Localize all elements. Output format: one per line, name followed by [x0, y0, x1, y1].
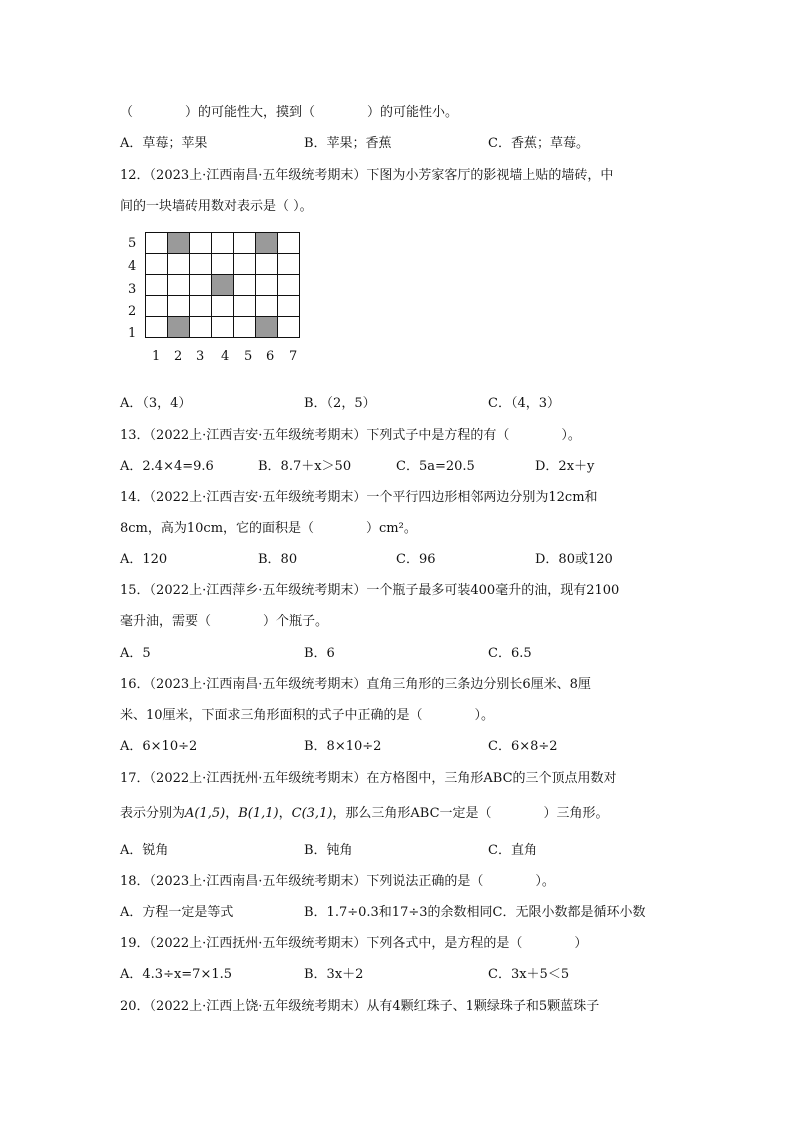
grid-row-5 — [146, 233, 300, 254]
q16-stem-line2: 米、10厘米，下面求三角形面积的式子中正确的是（ ）。 — [120, 708, 495, 723]
grid-y-label-2: 2 — [128, 304, 137, 319]
q19-option-c: C．3x＋5＜5 — [488, 967, 570, 982]
grid-y-label-3: 3 — [128, 282, 137, 297]
grid-cell — [168, 275, 190, 296]
shaded-tile — [256, 317, 278, 338]
grid-cell — [234, 275, 256, 296]
q12-option-b: B．（2，5） — [304, 396, 376, 411]
q13-option-a: A．2.4×4=9.6 — [120, 459, 214, 474]
grid-cell — [168, 254, 190, 275]
point-a: A(1,5) — [185, 806, 226, 821]
q15-option-c: C．6.5 — [488, 646, 532, 661]
q11-option-a: A．草莓；苹果 — [120, 136, 208, 151]
grid-cell — [278, 254, 300, 275]
grid-row-2 — [146, 296, 300, 317]
q12-stem-line1: 12．（2023上·江西南昌·五年级统考期末）下图为小芳家客厅的影视墙上贴的墙砖，中 — [120, 168, 614, 183]
q17-separator-2: ， — [278, 806, 292, 821]
q12-option-c: C．（4，3） — [488, 396, 560, 411]
q17-option-b: B．钝角 — [304, 843, 353, 858]
q13-option-b: B．8.7＋x＞50 — [258, 459, 352, 474]
grid-row-1 — [146, 317, 300, 338]
q19-option-b: B．3x＋2 — [304, 967, 364, 982]
grid-x-label-1: 1 — [152, 349, 161, 364]
q17-option-c: C．直角 — [488, 843, 537, 858]
q16-option-a: A．6×10÷2 — [120, 739, 198, 754]
grid-cell — [234, 254, 256, 275]
q13-option-d: D．2x＋y — [535, 459, 595, 474]
q11-option-c: C．香蕉；草莓。 — [488, 136, 589, 151]
grid-cell — [190, 233, 212, 254]
q17-line2-suffix: ，那么三角形ABC一定是（ ）三角形。 — [332, 806, 609, 821]
q15-option-b: B．6 — [304, 646, 335, 661]
grid-cell — [278, 233, 300, 254]
q12-option-a: A．（3，4） — [120, 396, 192, 411]
grid-cell — [212, 317, 234, 338]
q18-stem: 18．（2023上·江西南昌·五年级统考期末）下列说法正确的是（ ）。 — [120, 874, 555, 889]
grid-cell — [256, 296, 278, 317]
grid-cell — [278, 275, 300, 296]
grid-row-3 — [146, 275, 300, 296]
grid-x-label-6: 6 — [266, 349, 275, 364]
q14-option-b: B．80 — [258, 552, 298, 567]
q14-stem-line2: 8cm，高为10cm，它的面积是（ ）cm²。 — [120, 521, 417, 536]
grid-y-label-5: 5 — [128, 236, 137, 251]
shaded-tile — [168, 317, 190, 338]
grid-cell — [168, 296, 190, 317]
q17-line2-prefix: 表示分别为 — [120, 806, 186, 821]
grid-cell — [146, 317, 168, 338]
grid-cell — [146, 296, 168, 317]
q18-option-a: A．方程一定是等式 — [120, 905, 234, 920]
q20-stem-line1: 20．（2022上·江西上饶·五年级统考期末）从有4颗红珠子、1颗绿珠子和5颗蓝珠子 — [120, 999, 600, 1014]
grid-cell — [190, 296, 212, 317]
grid-cell — [146, 254, 168, 275]
grid-row-4 — [146, 254, 300, 275]
q18-option-bc: B．1.7÷0.3和17÷3的余数相同C．无限小数都是循环小数 — [304, 905, 646, 920]
q14-option-a: A．120 — [120, 552, 168, 567]
grid-cell — [234, 317, 256, 338]
point-c: C(3,1) — [291, 806, 333, 821]
grid-x-label-2: 2 — [174, 349, 183, 364]
q14-option-d: D．80或120 — [535, 552, 613, 567]
grid-cell — [256, 254, 278, 275]
grid-x-label-5: 5 — [244, 349, 253, 364]
q17-separator-1: ， — [225, 806, 239, 821]
q17-stem-line1: 17．（2022上·江西抚州·五年级统考期末）在方格图中，三角形ABC的三个顶点用数对 — [120, 771, 617, 786]
grid-cell — [212, 254, 234, 275]
grid-cell — [212, 233, 234, 254]
q11-continuation: （ ）的可能性大，摸到（ ）的可能性小。 — [120, 105, 459, 120]
grid-y-label-4: 4 — [128, 259, 137, 274]
q16-option-b: B．8×10÷2 — [304, 739, 382, 754]
grid-cell — [190, 254, 212, 275]
point-b: B(1,1) — [238, 806, 279, 821]
q13-option-c: C．5a=20.5 — [396, 459, 475, 474]
q16-option-c: C．6×8÷2 — [488, 739, 558, 754]
q15-stem-line1: 15．（2022上·江西萍乡·五年级统考期末）一个瓶子最多可装400毫升的油，现有2100 — [120, 583, 620, 598]
q15-option-a: A．5 — [120, 646, 151, 661]
grid-y-label-1: 1 — [128, 326, 137, 341]
grid-cell — [234, 233, 256, 254]
q17-stem-line2 — [120, 806, 609, 822]
q14-stem-line1: 14．（2022上·江西吉安·五年级统考期末）一个平行四边形相邻两边分别为12cm和 — [120, 490, 598, 505]
grid-cell — [256, 275, 278, 296]
grid-cell — [190, 317, 212, 338]
shaded-tile — [212, 275, 234, 296]
q13-stem: 13．（2022上·江西吉安·五年级统考期末）下列式子中是方程的有（ ）。 — [120, 428, 581, 443]
grid-cell — [278, 296, 300, 317]
tile-grid — [145, 232, 300, 338]
grid-cell — [190, 275, 212, 296]
grid-x-label-3: 3 — [196, 349, 205, 364]
q14-option-c: C．96 — [396, 552, 436, 567]
q12-stem-line2: 间的一块墙砖用数对表示是（ ）。 — [120, 199, 313, 214]
grid-cell — [278, 317, 300, 338]
grid-x-label-7: 7 — [289, 349, 298, 364]
q11-option-b: B．苹果；香蕉 — [304, 136, 392, 151]
grid-cell — [146, 275, 168, 296]
q19-option-a: A．4.3÷x=7×1.5 — [120, 967, 233, 982]
shaded-tile — [256, 233, 278, 254]
grid-cell — [234, 296, 256, 317]
grid-cell — [212, 296, 234, 317]
q17-option-a: A．锐角 — [120, 843, 169, 858]
q16-stem-line1: 16．（2023上·江西南昌·五年级统考期末）直角三角形的三条边分别长6厘米、8厘 — [120, 677, 591, 692]
q19-stem: 19．（2022上·江西抚州·五年级统考期末）下列各式中，是方程的是（ ） — [120, 936, 588, 951]
grid-x-label-4: 4 — [221, 349, 230, 364]
shaded-tile — [168, 233, 190, 254]
q15-stem-line2: 毫升油，需要（ ）个瓶子。 — [120, 614, 329, 629]
grid-cell — [146, 233, 168, 254]
